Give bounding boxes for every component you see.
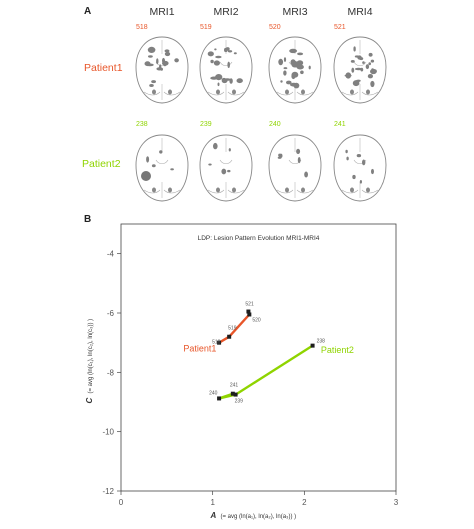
data-point xyxy=(311,344,315,348)
y-tick-label: -10 xyxy=(102,427,114,437)
scan-number: 238 xyxy=(136,121,148,128)
scan-number: 518 xyxy=(136,24,148,31)
scan-number: 521 xyxy=(334,24,346,31)
data-point-label: 518 xyxy=(212,339,221,346)
data-point-label: 239 xyxy=(234,398,243,405)
plot-frame xyxy=(121,224,396,491)
data-point xyxy=(246,310,250,314)
series-name-patient2: Patient2 xyxy=(320,345,354,356)
x-tick-label: 1 xyxy=(210,498,215,507)
data-point xyxy=(217,396,221,400)
data-point xyxy=(227,335,231,339)
scan-number: 240 xyxy=(269,121,281,128)
column-header-mri4: MRI4 xyxy=(347,6,373,18)
x-tick-label: 0 xyxy=(118,498,124,507)
y-axis-label-sub: (= avg (ln(c₁), ln(c₂), ln(c₃)) ) xyxy=(88,318,94,394)
x-axis-label-sub: (= avg (ln(a₁), ln(a₂), ln(a₃)) ) xyxy=(220,514,297,520)
x-axis-label-main: A xyxy=(210,511,217,520)
scan-number: 241 xyxy=(334,121,346,128)
data-point xyxy=(231,392,235,396)
panel-b-letter: B xyxy=(84,214,92,225)
y-tick-label: -8 xyxy=(106,368,114,378)
row-label-patient1: Patient1 xyxy=(84,62,123,74)
scan-number: 239 xyxy=(200,121,212,128)
panel-a-letter: A xyxy=(84,6,92,17)
column-header-mri2: MRI2 xyxy=(213,6,239,18)
y-axis-label-main: C xyxy=(85,397,94,404)
y-tick-label: -4 xyxy=(106,249,114,259)
row-label-patient2: Patient2 xyxy=(82,158,121,170)
scan-number: 519 xyxy=(200,24,212,31)
column-header-mri3: MRI3 xyxy=(282,6,308,18)
data-point-label: 241 xyxy=(229,382,239,389)
data-point-label: 521 xyxy=(245,301,254,308)
chart-title: LDP: Lesion Pattern Evolution MRI1-MRI4 xyxy=(197,235,320,242)
data-point-label: 240 xyxy=(209,390,218,397)
scan-number: 520 xyxy=(269,24,281,31)
y-tick-label: -6 xyxy=(106,309,114,318)
series-line-patient2 xyxy=(219,346,313,399)
data-point-label: 519 xyxy=(228,325,237,332)
data-point-label: 238 xyxy=(316,338,325,345)
x-tick-label: 3 xyxy=(393,498,399,507)
x-tick-label: 2 xyxy=(302,498,307,507)
column-header-mri1: MRI1 xyxy=(149,6,175,18)
y-tick-label: -12 xyxy=(102,487,114,496)
data-point-label: 520 xyxy=(252,317,261,324)
series-name-patient1: Patient1 xyxy=(183,343,217,354)
